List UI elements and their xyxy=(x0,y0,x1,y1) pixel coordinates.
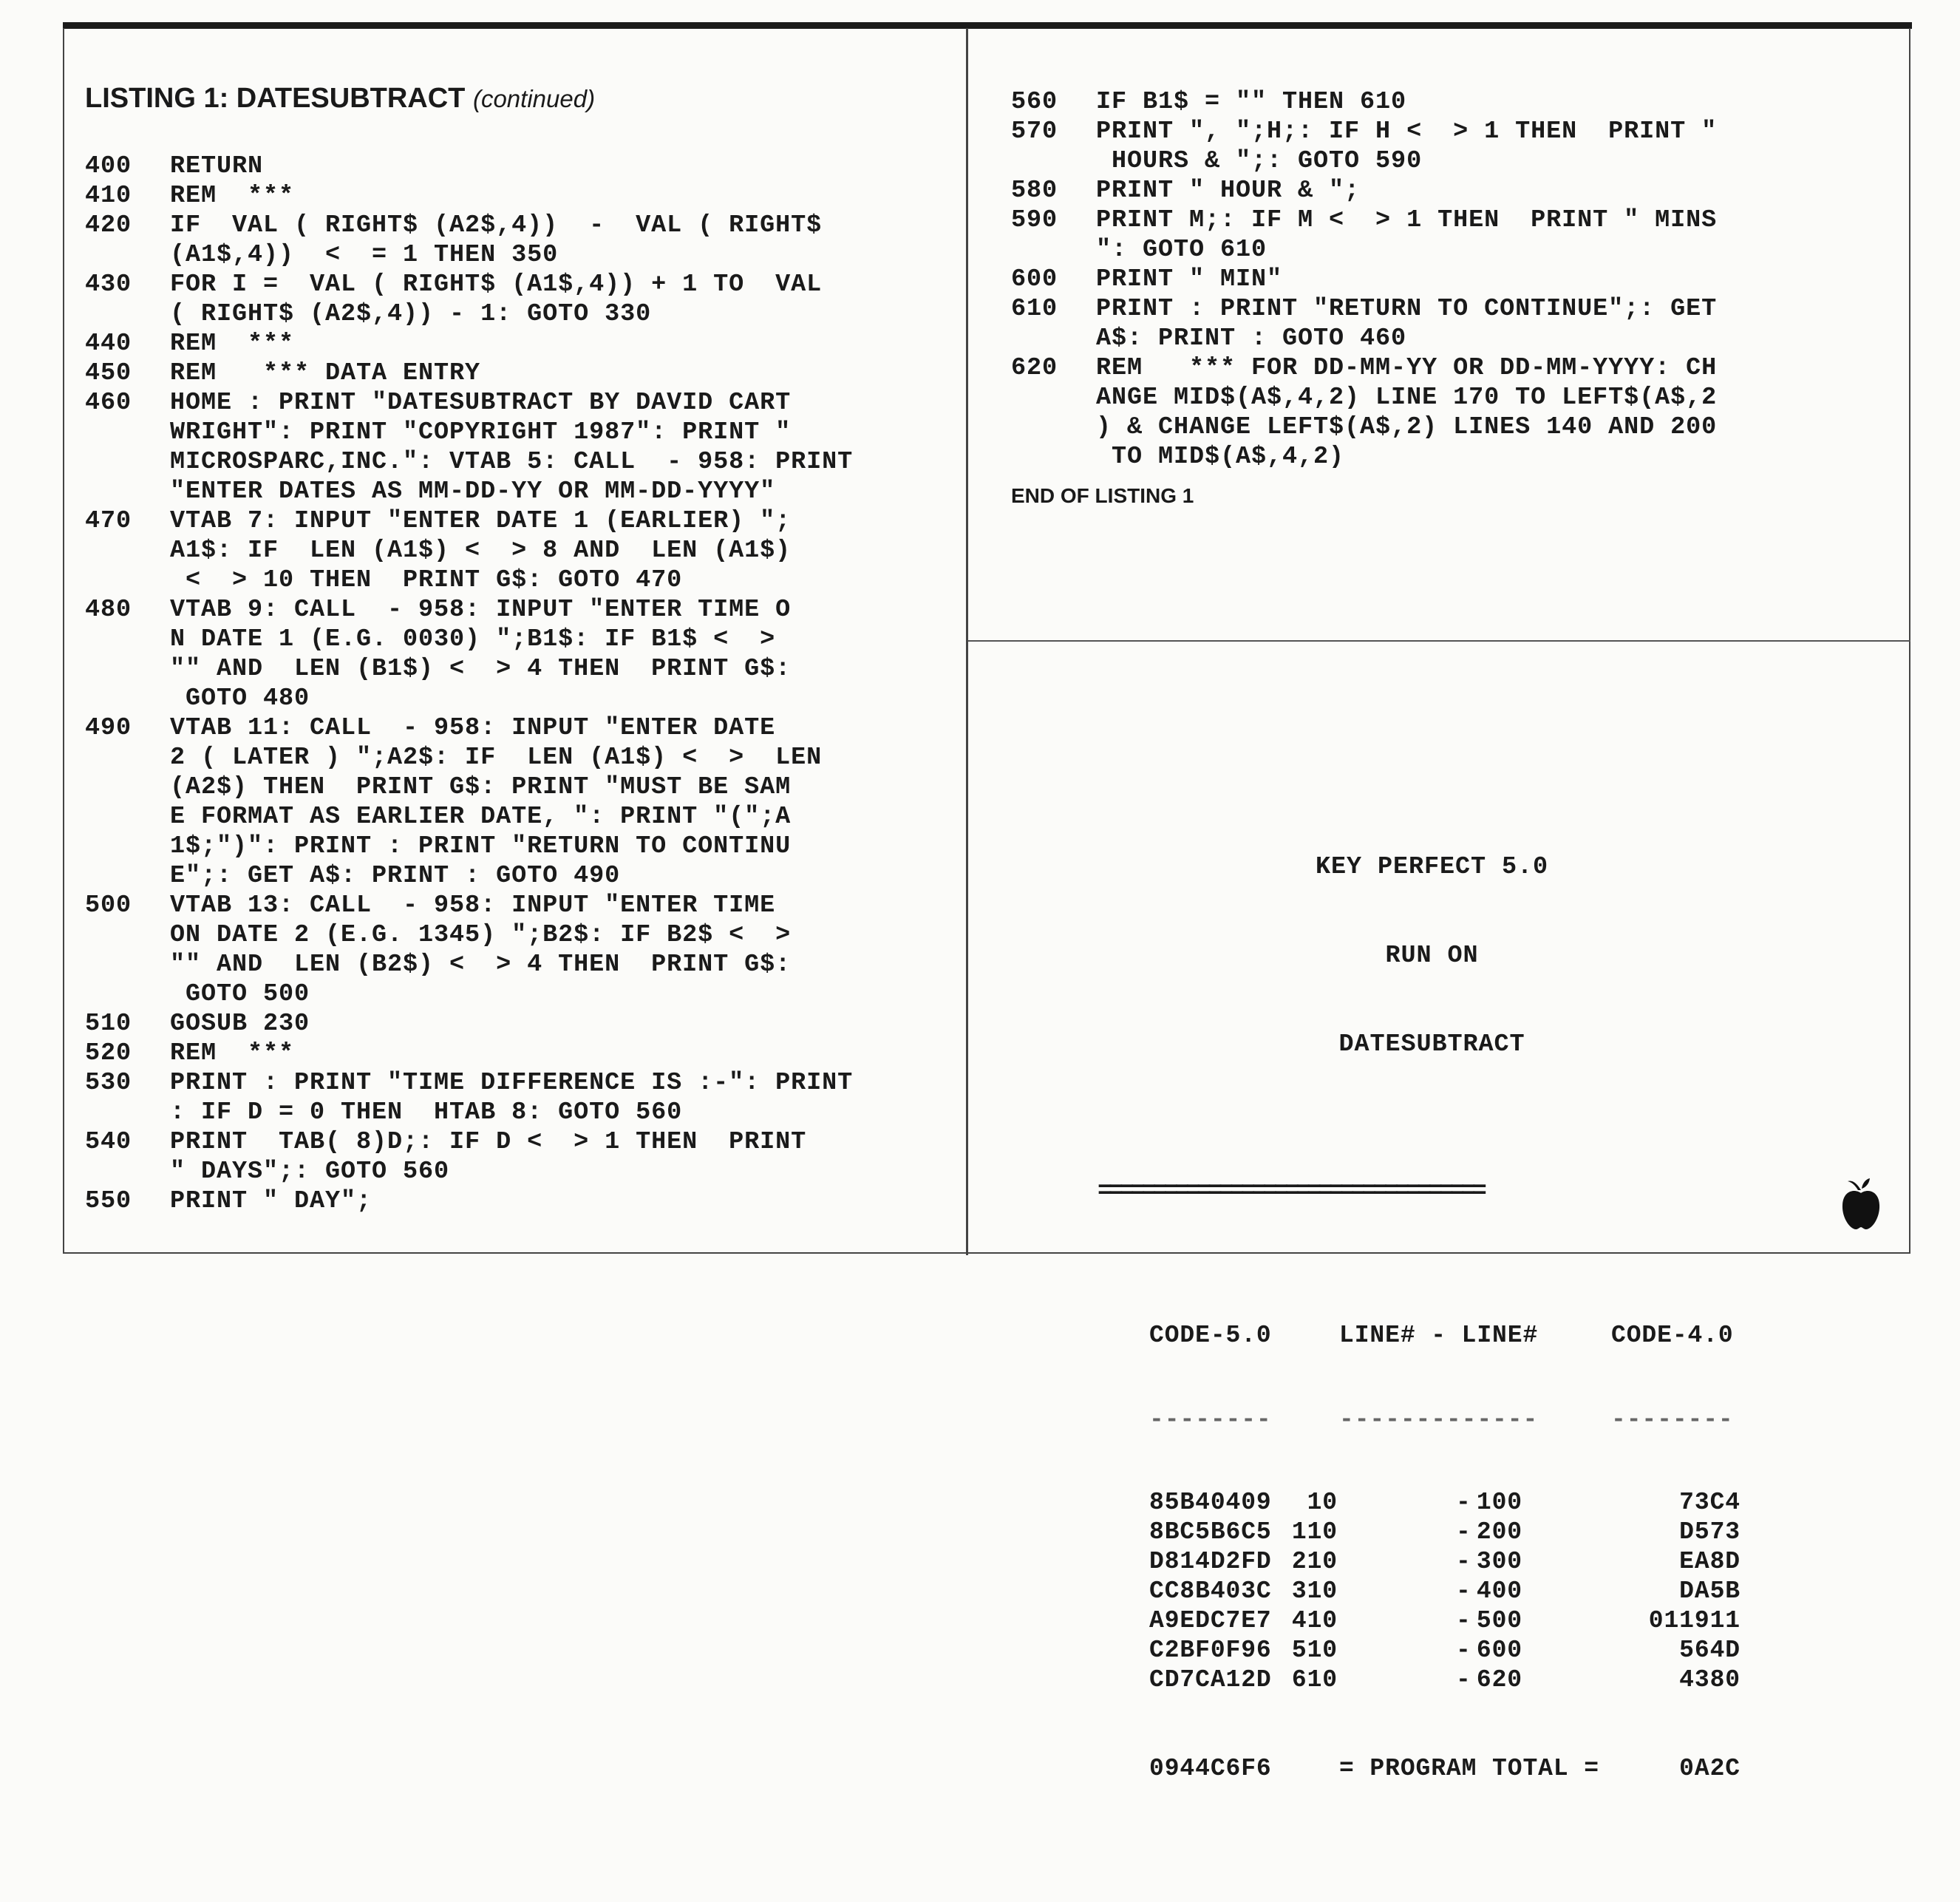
line-number xyxy=(85,240,170,270)
code-line xyxy=(85,891,853,920)
line-number: 530 xyxy=(85,1069,132,1097)
row-code5: CD7CA12D xyxy=(1149,1666,1272,1694)
line-code: ) & CHANGE LEFT$(A$,2) LINES 140 AND 200 xyxy=(1096,413,1718,441)
line-number: 480 xyxy=(85,596,132,624)
row-dash: - xyxy=(1456,1577,1471,1605)
line-number: 490 xyxy=(85,714,132,742)
line-code: ( RIGHT$ (A2$,4)) - 1: GOTO 330 xyxy=(170,300,652,328)
line-code: IF B1$ = "" THEN 610 xyxy=(1096,88,1407,116)
code-line xyxy=(85,713,853,743)
line-number xyxy=(85,950,170,979)
code-line xyxy=(85,979,853,1009)
line-number xyxy=(85,920,170,950)
key-perfect-total-row xyxy=(1098,1754,1766,1784)
header-code5: CODE-5.0 xyxy=(1149,1322,1272,1349)
row-line-from: 10 xyxy=(1307,1489,1338,1516)
row-line-from: 510 xyxy=(1291,1637,1338,1664)
line-number: 520 xyxy=(85,1039,132,1067)
key-perfect-title-line: KEY PERFECT 5.0 xyxy=(1315,853,1549,881)
line-number xyxy=(1011,383,1096,412)
line-code: PRINT ", ";H;: IF H < > 1 THEN PRINT " xyxy=(1096,118,1718,146)
code-line xyxy=(85,1098,853,1127)
line-number: 610 xyxy=(1011,295,1058,323)
row-code4: DA5B xyxy=(1679,1577,1740,1605)
row-code5: 85B40409 xyxy=(1149,1489,1272,1516)
line-number xyxy=(1011,235,1096,265)
code-line xyxy=(85,359,853,388)
key-perfect-header-row xyxy=(1098,1321,1766,1351)
key-perfect-title-line: DATESUBTRACT xyxy=(1338,1030,1525,1059)
line-code: REM *** xyxy=(170,330,295,358)
line-code: N DATE 1 (E.G. 0030) ";B1$: IF B1$ < > xyxy=(170,625,776,653)
row-dash: - xyxy=(1456,1607,1471,1634)
table-row xyxy=(1098,1636,1766,1665)
code-line xyxy=(1011,383,1717,412)
code-line xyxy=(85,920,853,950)
listing-left-column xyxy=(85,152,853,1216)
code-line xyxy=(85,477,853,506)
line-code: TO MID$(A$,4,2) xyxy=(1096,443,1345,471)
line-number: 580 xyxy=(1011,177,1058,205)
end-of-listing-label: END OF LISTING 1 xyxy=(1011,484,1194,507)
code-line xyxy=(85,181,853,211)
row-line-from: 610 xyxy=(1291,1666,1338,1694)
column-divider xyxy=(966,28,968,1255)
code-line xyxy=(85,832,853,861)
line-code: REM *** FOR DD-MM-YY OR DD-MM-YYYY: CH xyxy=(1096,354,1718,382)
line-code: 1$;")": PRINT : PRINT "RETURN TO CONTINU xyxy=(170,832,792,860)
code-line xyxy=(85,211,853,240)
code-line xyxy=(1011,176,1717,206)
line-number xyxy=(1011,412,1096,442)
line-code: PRINT : PRINT "TIME DIFFERENCE IS :-": PRINT xyxy=(170,1069,854,1097)
code-line xyxy=(85,418,853,447)
line-code: VTAB 13: CALL - 958: INPUT "ENTER TIME xyxy=(170,891,776,920)
code-line xyxy=(85,772,853,802)
line-code: PRINT TAB( 8)D;: IF D < > 1 THEN PRINT xyxy=(170,1128,807,1156)
line-number: 500 xyxy=(85,891,132,920)
line-number xyxy=(85,832,170,861)
row-code5: 8BC5B6C5 xyxy=(1149,1518,1272,1546)
line-code: : IF D = 0 THEN HTAB 8: GOTO 560 xyxy=(170,1098,683,1127)
table-row xyxy=(1098,1606,1766,1636)
row-line-to: 200 xyxy=(1476,1518,1522,1546)
line-number xyxy=(85,1157,170,1186)
line-number xyxy=(85,418,170,447)
line-code: ON DATE 2 (E.G. 1345) ";B2$: IF B2$ < > xyxy=(170,921,792,949)
line-code: PRINT " HOUR & "; xyxy=(1096,177,1361,205)
line-code: MICROSPARC,INC.": VTAB 5: CALL - 958: PRINT xyxy=(170,448,854,476)
code-line xyxy=(85,536,853,565)
code-line xyxy=(1011,206,1717,235)
table-row xyxy=(1098,1488,1766,1518)
row-code4: 564D xyxy=(1679,1637,1740,1664)
line-code: IF VAL ( RIGHT$ (A2$,4)) - VAL ( RIGHT$ xyxy=(170,211,823,240)
total-code5: 0944C6F6 xyxy=(1149,1755,1272,1782)
listing-continued-label: (continued) xyxy=(472,85,596,112)
code-line xyxy=(85,1039,853,1068)
underline-code4: -------- xyxy=(1611,1406,1734,1433)
code-line xyxy=(1011,235,1717,265)
line-code: E";: GET A$: PRINT : GOTO 490 xyxy=(170,862,621,890)
code-line xyxy=(85,1127,853,1157)
line-number xyxy=(85,654,170,684)
line-code: (A2$) THEN PRINT G$: PRINT "MUST BE SAM xyxy=(170,773,792,801)
apple-logo-icon xyxy=(1840,1177,1882,1232)
line-code: PRINT " DAY"; xyxy=(170,1187,372,1215)
row-code5: CC8B403C xyxy=(1149,1577,1272,1605)
code-line xyxy=(85,388,853,418)
line-number: 440 xyxy=(85,330,132,358)
line-number xyxy=(85,1098,170,1127)
line-code: VTAB 7: INPUT "ENTER DATE 1 (EARLIER) "; xyxy=(170,507,792,535)
line-number: 430 xyxy=(85,271,132,299)
row-code5: A9EDC7E7 xyxy=(1149,1607,1272,1634)
row-dash: - xyxy=(1456,1489,1471,1516)
table-row xyxy=(1098,1577,1766,1606)
line-code: "" AND LEN (B2$) < > 4 THEN PRINT G$: xyxy=(170,951,792,979)
underline-line-range: ------------- xyxy=(1339,1406,1539,1433)
line-code: HOME : PRINT "DATESUBTRACT BY DAVID CART xyxy=(170,389,792,417)
line-number: 460 xyxy=(85,389,132,417)
row-line-to: 500 xyxy=(1476,1607,1522,1634)
line-code: REM *** xyxy=(170,182,295,210)
line-number xyxy=(85,565,170,595)
code-line xyxy=(1011,146,1717,176)
line-number: 560 xyxy=(1011,88,1058,116)
line-code: VTAB 11: CALL - 958: INPUT "ENTER DATE xyxy=(170,714,776,742)
key-perfect-rows xyxy=(1098,1488,1766,1695)
code-line xyxy=(1011,294,1717,324)
code-line xyxy=(1011,412,1717,442)
row-code5: D814D2FD xyxy=(1149,1548,1272,1575)
line-number xyxy=(85,802,170,832)
code-line xyxy=(85,861,853,891)
row-code5: C2BF0F96 xyxy=(1149,1637,1272,1664)
code-line xyxy=(85,654,853,684)
key-perfect-underline-row xyxy=(1098,1405,1766,1433)
line-code: 2 ( LATER ) ";A2$: IF LEN (A1$) < > LEN xyxy=(170,744,823,772)
code-line xyxy=(85,1157,853,1186)
line-number xyxy=(1011,324,1096,353)
right-column-divider xyxy=(968,640,1910,642)
line-code: " DAYS";: GOTO 560 xyxy=(170,1158,450,1186)
header-line-range: LINE# - LINE# xyxy=(1339,1322,1539,1349)
line-number xyxy=(85,743,170,772)
key-perfect-block xyxy=(1098,734,1766,1872)
line-number: 470 xyxy=(85,507,132,535)
line-number: 400 xyxy=(85,152,132,180)
row-code4: EA8D xyxy=(1679,1548,1740,1575)
code-line xyxy=(85,152,853,181)
row-line-to: 300 xyxy=(1476,1548,1522,1575)
key-perfect-title xyxy=(1098,793,1766,1118)
listing-title xyxy=(85,83,595,115)
code-line xyxy=(85,447,853,477)
line-number xyxy=(85,861,170,891)
line-code: GOTO 500 xyxy=(170,980,310,1008)
row-dash: - xyxy=(1456,1637,1471,1664)
row-line-to: 620 xyxy=(1476,1666,1522,1694)
line-number: 570 xyxy=(1011,118,1058,146)
row-line-from: 310 xyxy=(1291,1577,1338,1605)
listing-title-text: LISTING 1: DATESUBTRACT xyxy=(85,83,466,114)
code-line xyxy=(1011,265,1717,294)
code-line xyxy=(85,329,853,359)
line-number xyxy=(85,477,170,506)
line-code: A1$: IF LEN (A1$) < > 8 AND LEN (A1$) xyxy=(170,537,792,565)
total-label: = PROGRAM TOTAL = xyxy=(1339,1755,1599,1782)
code-line xyxy=(85,684,853,713)
table-row xyxy=(1098,1547,1766,1577)
code-line xyxy=(1011,87,1717,117)
row-line-from: 410 xyxy=(1291,1607,1338,1634)
code-line xyxy=(85,565,853,595)
line-number xyxy=(1011,146,1096,176)
code-line xyxy=(1011,442,1717,472)
line-code: ANGE MID$(A$,4,2) LINE 170 TO LEFT$(A$,2 xyxy=(1096,384,1718,412)
code-line xyxy=(85,802,853,832)
code-line xyxy=(85,1009,853,1039)
line-number xyxy=(85,299,170,329)
row-code4: D573 xyxy=(1679,1518,1740,1546)
line-code: A$: PRINT : GOTO 460 xyxy=(1096,325,1407,353)
line-code: GOSUB 230 xyxy=(170,1010,310,1038)
line-number xyxy=(85,447,170,477)
line-number: 410 xyxy=(85,182,132,210)
code-line xyxy=(85,743,853,772)
code-line xyxy=(1011,324,1717,353)
code-line xyxy=(85,625,853,654)
line-number: 450 xyxy=(85,359,132,387)
code-line xyxy=(85,240,853,270)
row-code4: 73C4 xyxy=(1679,1489,1740,1516)
line-code: (A1$,4)) < = 1 THEN 350 xyxy=(170,241,559,269)
line-code: VTAB 9: CALL - 958: INPUT "ENTER TIME O xyxy=(170,596,792,624)
code-line xyxy=(85,270,853,299)
key-perfect-table xyxy=(1098,1262,1766,1843)
code-line xyxy=(85,299,853,329)
row-dash: - xyxy=(1456,1548,1471,1575)
key-perfect-title-line: RUN ON xyxy=(1385,942,1479,970)
line-number: 510 xyxy=(85,1010,132,1038)
line-code: HOURS & ";: GOTO 590 xyxy=(1096,147,1423,175)
line-number: 620 xyxy=(1011,354,1058,382)
line-number: 550 xyxy=(85,1187,132,1215)
row-code4: 4380 xyxy=(1679,1666,1740,1694)
table-row xyxy=(1098,1665,1766,1695)
line-number: 540 xyxy=(85,1128,132,1156)
row-line-to: 400 xyxy=(1476,1577,1522,1605)
line-code: REM *** DATA ENTRY xyxy=(170,359,481,387)
row-line-from: 110 xyxy=(1291,1518,1338,1546)
line-number: 600 xyxy=(1011,265,1058,293)
code-line xyxy=(1011,117,1717,146)
listing-right-column xyxy=(1011,87,1717,472)
line-number xyxy=(1011,442,1096,472)
underline-code5: -------- xyxy=(1149,1406,1272,1433)
line-code: < > 10 THEN PRINT G$: GOTO 470 xyxy=(170,566,683,594)
code-line xyxy=(1011,353,1717,383)
line-code: PRINT " MIN" xyxy=(1096,265,1283,293)
code-line xyxy=(85,1068,853,1098)
line-code: PRINT M;: IF M < > 1 THEN PRINT " MINS xyxy=(1096,206,1718,234)
line-code: "ENTER DATES AS MM-DD-YY OR MM-DD-YYYY" xyxy=(170,478,776,506)
line-number xyxy=(85,979,170,1009)
line-number: 590 xyxy=(1011,206,1058,234)
row-dash: - xyxy=(1456,1518,1471,1546)
line-code: "" AND LEN (B1$) < > 4 THEN PRINT G$: xyxy=(170,655,792,683)
code-line xyxy=(85,506,853,536)
line-number xyxy=(85,684,170,713)
code-line xyxy=(85,1186,853,1216)
line-code: ": GOTO 610 xyxy=(1096,236,1267,264)
row-line-from: 210 xyxy=(1291,1548,1338,1575)
line-code: FOR I = VAL ( RIGHT$ (A1$,4)) + 1 TO VAL xyxy=(170,271,823,299)
line-code: E FORMAT AS EARLIER DATE, ": PRINT "(";A xyxy=(170,803,792,831)
row-line-to: 600 xyxy=(1476,1637,1522,1664)
line-number xyxy=(85,772,170,802)
line-code: REM *** xyxy=(170,1039,295,1067)
line-number xyxy=(85,625,170,654)
line-code: RETURN xyxy=(170,152,264,180)
line-number xyxy=(85,536,170,565)
key-perfect-separator: =================================== xyxy=(1098,1178,1483,1206)
total-code4: 0A2C xyxy=(1679,1755,1740,1782)
line-number: 420 xyxy=(85,211,132,240)
code-line xyxy=(85,950,853,979)
code-line xyxy=(85,595,853,625)
header-code4: CODE-4.0 xyxy=(1611,1322,1734,1349)
line-code: WRIGHT": PRINT "COPYRIGHT 1987": PRINT " xyxy=(170,418,792,446)
table-row xyxy=(1098,1518,1766,1547)
line-code: GOTO 480 xyxy=(170,685,310,713)
line-code: PRINT : PRINT "RETURN TO CONTINUE";: GET xyxy=(1096,295,1718,323)
row-dash: - xyxy=(1456,1666,1471,1694)
row-line-to: 100 xyxy=(1476,1489,1522,1516)
row-code4: 011911 xyxy=(1648,1607,1740,1634)
